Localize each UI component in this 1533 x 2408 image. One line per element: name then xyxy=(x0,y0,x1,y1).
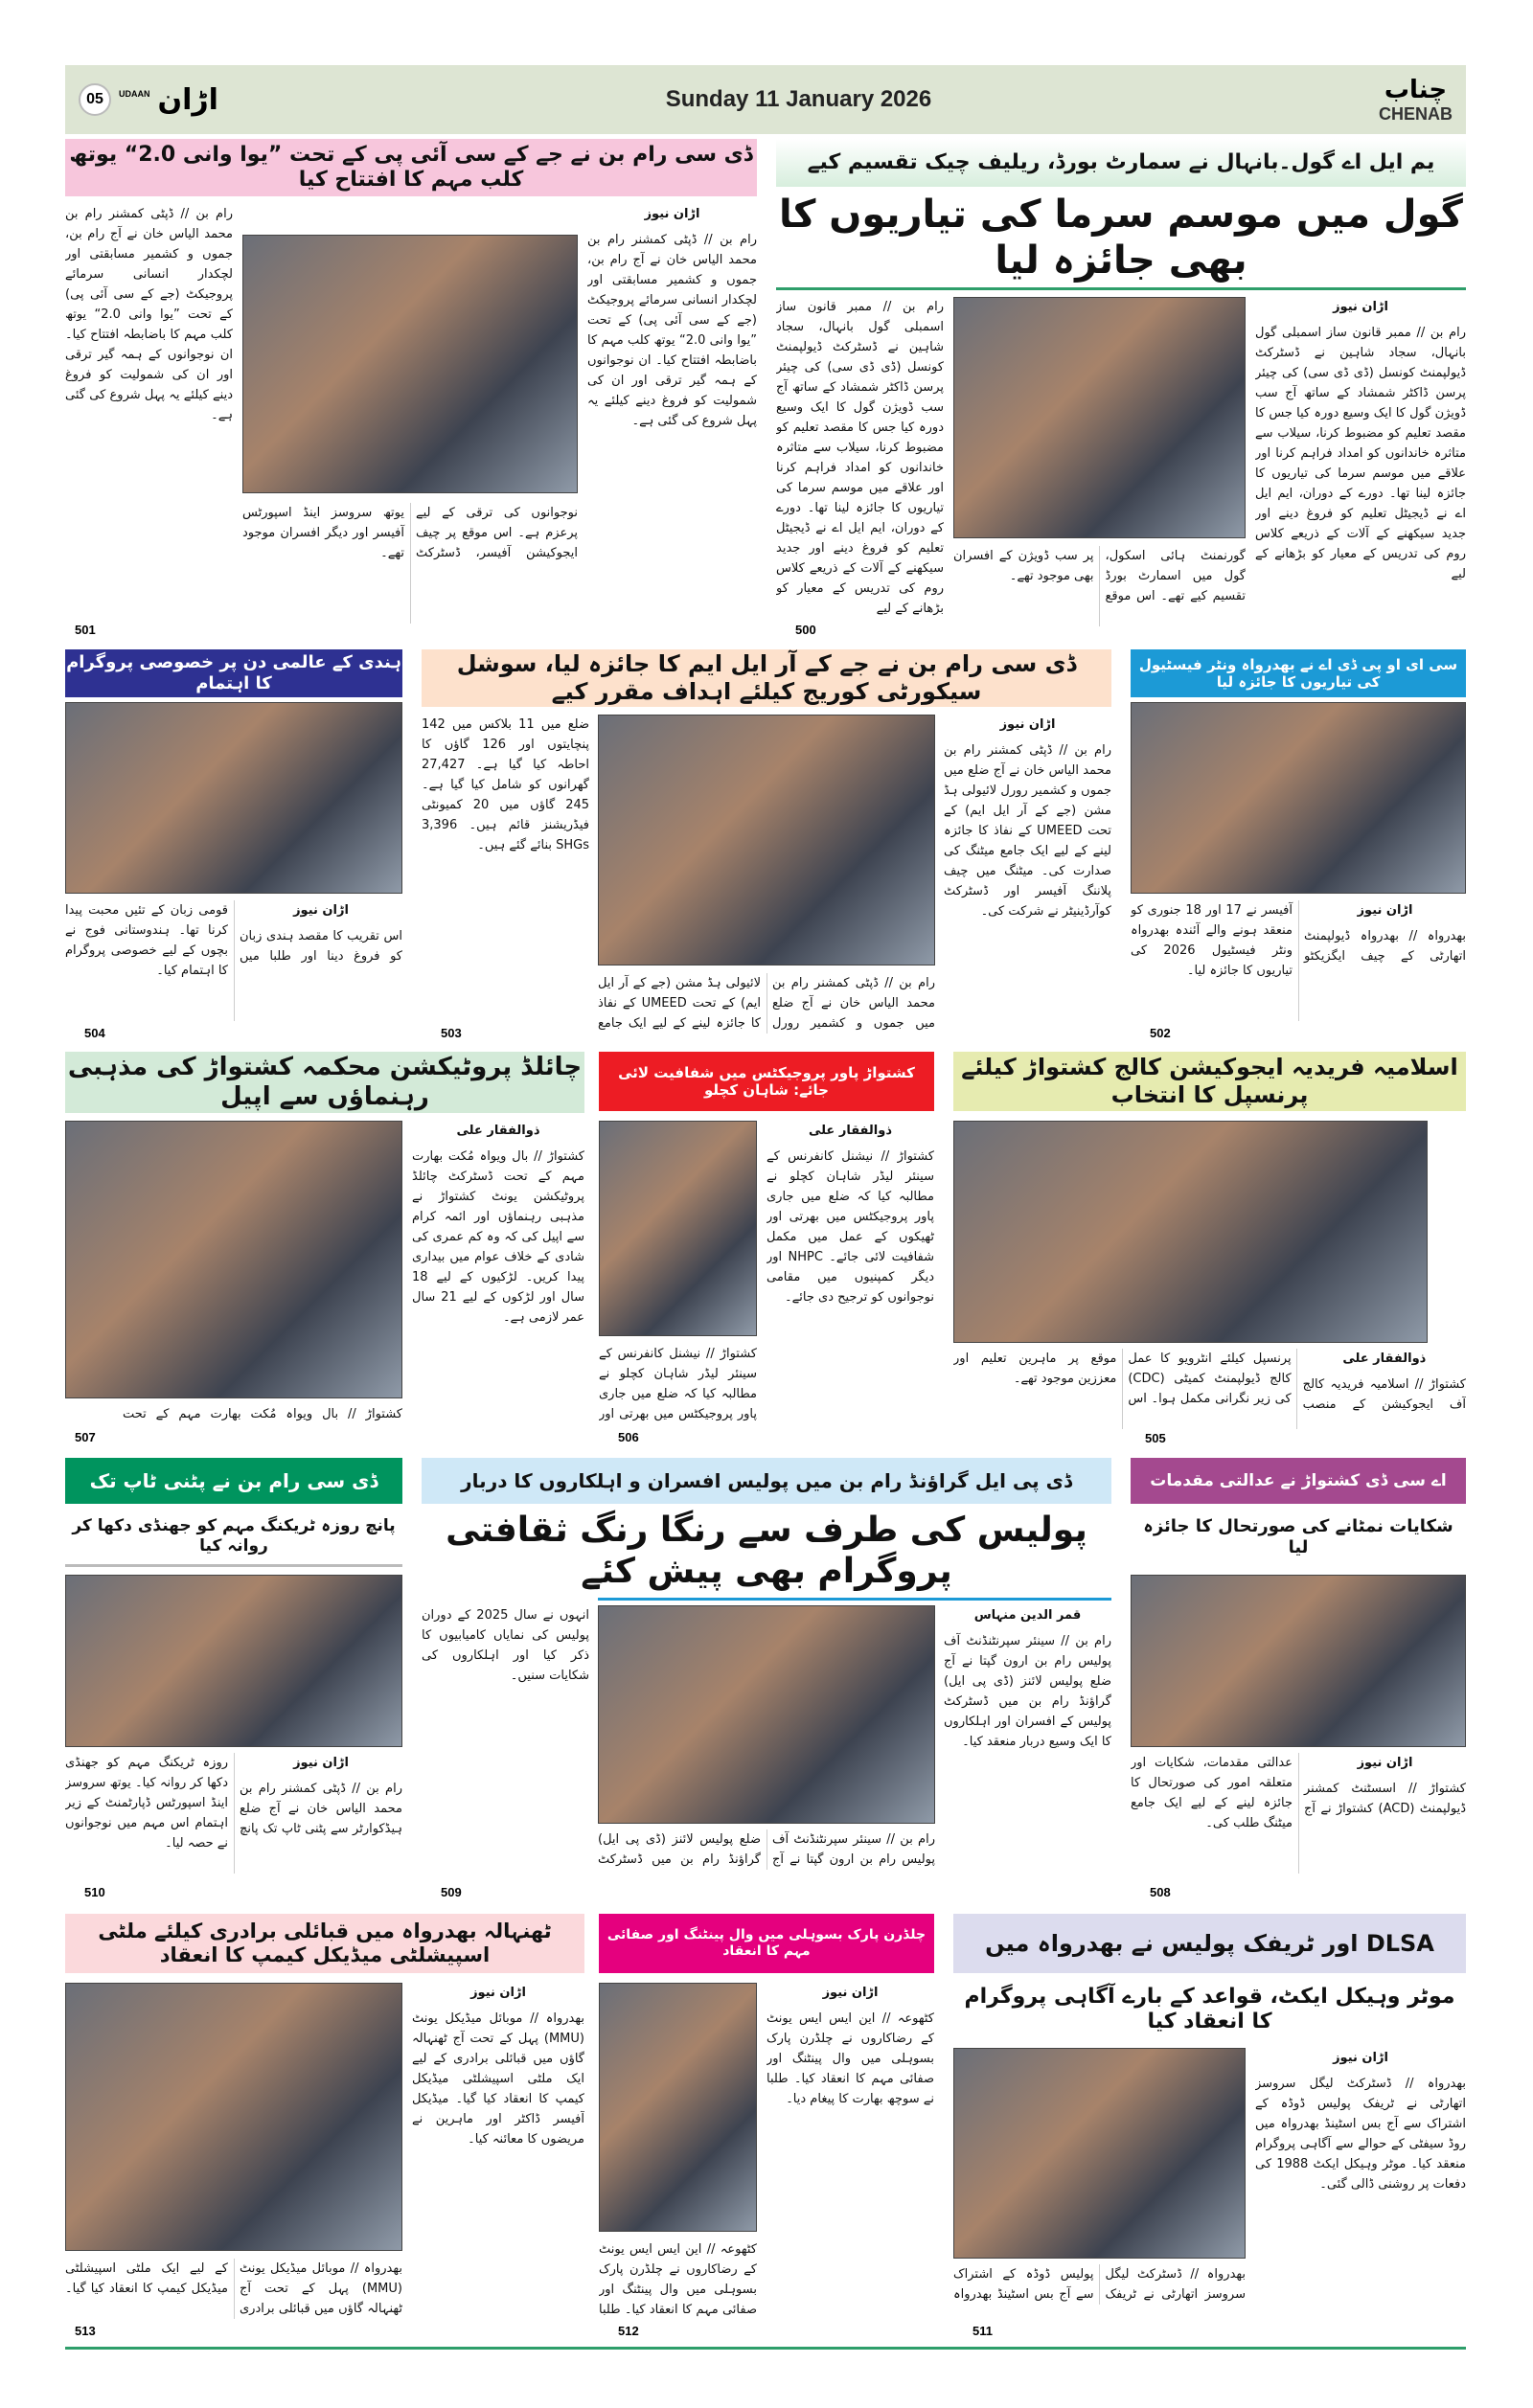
article-body xyxy=(587,204,757,616)
article-body-left: کٹھوعہ // این ایس ایس یونٹ کے رضاکاروں نے چلڈرن پارک بسوہلی میں وال پینٹنگ اور صفائی مہم کا انعقاد کیا۔ طلبا xyxy=(599,2242,757,2317)
headline: ٹھنہالہ بھدرواہ میں قبائلی برادری کیلئے ملٹی اسپیشلٹی میڈیکل کیمپ کا انعقاد xyxy=(65,1914,584,1973)
article-body-left: انہوں نے سال 2025 کے دوران پولیس کی نمایاں کامیابیوں کا ذکر کیا اور اہلکاروں کی شکایات سنیں۔ xyxy=(422,1608,589,1683)
news-photo xyxy=(65,702,402,894)
dateline: اڑان نیوز xyxy=(1333,2051,1388,2065)
article-body xyxy=(412,1983,584,2318)
story-code: 510 xyxy=(84,1885,105,1899)
body-text: بھدرواہ // بھدرواہ ڈیولپمنٹ اتھارٹی کے چیف ایگزیکٹو آفیسر نے 17 اور 18 جنوری کو منعقد ہونے والے آئندہ بھدرواہ ونٹر فیسٹیول 2026 کی تیاریوں کا جائزہ لیا۔ xyxy=(1131,903,1466,978)
dateline: ذوالفقار علی xyxy=(1342,1352,1427,1366)
headline: ڈی پی ایل گراؤنڈ رام بن میں پولیس افسران و اہلکاروں کا دربار xyxy=(422,1458,1111,1504)
body-text: کٹھوعہ // این ایس ایس یونٹ کے رضاکاروں نے چلڈرن پارک بسوہلی میں وال پینٹنگ اور صفائی مہم کا انعقاد کیا۔ طلبا نے سوچھ بھارت کا پیغام دیا۔ xyxy=(766,2011,934,2106)
article-body xyxy=(944,715,1111,1026)
article-body-continued: رام بن // ڈپٹی کمشنر رام بن محمد الیاس خان نے آج ضلع میں جموں و کشمیر رورل لائیولی ہڈ مشن (جے کے آر ایل ایم) کے تحت UMEED کے نفاذ کا جائزہ لینے کے لیے ایک جامع xyxy=(598,976,935,1031)
article-body-continued: گورنمنٹ ہائی اسکول، گول میں اسمارٹ بورڈ تقسیم کیے تھے۔ اس موقع پر سب ڈویژن کے افسران بھی موجود تھے۔ xyxy=(953,549,1246,603)
story-road-safety xyxy=(953,1914,1466,2340)
article-body-left: رام بن // ڈپٹی کمشنر رام بن محمد الیاس خان نے آج رام بن، جموں و کشمیر مسابقتی اور لچکدار انسانی سرمائے پروجیکٹ (جے کے سی آئی پی) کے تحت ”یوا وانی 2.0“ یوتھ کلب مہم کا باضابطہ افتتاح کیا۔ ان نوجوانوں کے ہمہ گیر ترقی اور ان کی شمولیت کو فروغ دینے کیلئے یہ پہل شروع کی گئی ہے۔ xyxy=(65,207,233,422)
headline: اے سی ڈی کشتواڑ نے عدالتی مقدمات xyxy=(1131,1458,1466,1504)
story-code: 501 xyxy=(75,623,96,637)
body-text: کشتواڑ // نیشنل کانفرنس کے سینئر لیڈر شاہان کچلو نے مطالبہ کیا کہ ضلع میں جاری پاور پروجیکٹس میں بھرتی اور ٹھیکوں کے عمل میں مکمل شفافیت لائی جائے۔ NHPC اور دیگر کمپنیوں میں مقامی نوجوانوں کو ترجیح دی جائے۔ xyxy=(766,1149,934,1305)
headline: ڈی سی رام بن نے پٹنی ٹاپ تک xyxy=(65,1458,402,1504)
dateline: اڑان نیوز xyxy=(1333,300,1388,314)
article-body-continued: نوجوانوں کی ترقی کے لیے پرعزم ہے۔ اس موقع پر چیف ایجوکیشن آفیسر، ڈسٹرکٹ یوتھ سروسز اینڈ اسپورٹس آفیسر اور دیگر افسران موجود تھے۔ xyxy=(242,506,578,560)
body-text: رام بن // سینئر سپرنٹنڈنٹ آف پولیس رام بن ارون گپتا نے آج ضلع پولیس لائنز (ڈی پی ایل) گراؤنڈ رام بن میں ڈسٹرکٹ پولیس کے افسران اور اہلکاروں کا ایک وسیع دربار منعقد کیا۔ xyxy=(944,1634,1111,1749)
subheadline: موٹر وہیکل ایکٹ، قواعد کے بارے آگاہی پروگرام کا انعقاد کیا xyxy=(964,1984,1455,2033)
story-code: 502 xyxy=(1150,1026,1171,1040)
story-code: 506 xyxy=(618,1430,639,1444)
article-body xyxy=(766,1983,934,2318)
section-english: CHENAB xyxy=(1378,103,1453,124)
news-photo xyxy=(953,2048,1246,2259)
story-code: 507 xyxy=(75,1430,96,1444)
story-code: 508 xyxy=(1150,1885,1171,1899)
dateline: اڑان نیوز xyxy=(293,903,349,918)
headline: چائلڈ پروٹیکشن محکمہ کشتواڑ کی مذہبی رہنماؤں سے اپیل xyxy=(65,1052,584,1113)
page-number: 05 xyxy=(79,83,111,116)
headline: گول میں موسم سرما کی تیاریوں کا بھی جائزہ لیا xyxy=(779,193,1463,283)
article-body-left: ضلع میں 11 بلاکس میں 142 پنچایتوں اور 126 گاؤں کا احاطہ کیا گیا ہے۔ 27,427 گھرانوں کو شامل کیا گیا ہے۔ 245 گاؤں میں 20 کمیونٹی فیڈریشنز قائم ہیں۔ 3,396 SHGs بنائے گئے ہیں۔ xyxy=(422,717,589,852)
article-body xyxy=(65,900,402,1021)
story-winter-festival xyxy=(1131,649,1466,1044)
headline: اسلامیہ فریدیہ ایجوکیشن کالج کشتواڑ کیلئے پرنسپل کا انتخاب xyxy=(953,1052,1466,1111)
body-text: کشتواڑ // اسلامیہ فریدیہ کالج آف ایجوکیشن کے منصب پرنسپل کیلئے انٹرویو کا عمل کالج ڈیولپمنٹ کمیٹی (CDC) کی زیر نگرانی مکمل ہوا۔ اس موقع پر ماہرین تعلیم اور معززین موجود تھے۔ xyxy=(953,1352,1466,1412)
news-photo xyxy=(598,715,935,965)
body-text: رام بن // ڈپٹی کمشنر رام بن محمد الیاس خان نے آج ضلع ہیڈکوارٹر سے پٹنی ٹاپ تک پانچ روزہ ٹریکنگ مہم کو جھنڈی دکھا کر روانہ کیا۔ یوتھ سروسز اینڈ اسپورٹس ڈپارٹمنٹ کے زیر اہتمام اس مہم میں نوجوانوں نے حصہ لیا۔ xyxy=(65,1756,402,1851)
article-body xyxy=(65,1753,402,1874)
article-body xyxy=(1255,2048,1466,2321)
news-photo xyxy=(953,1121,1428,1343)
news-photo xyxy=(599,1121,757,1336)
news-photo xyxy=(65,1121,402,1398)
body-text: رام بن // ڈپٹی کمشنر رام بن محمد الیاس خان نے آج ضلع میں جموں و کشمیر رورل لائیولی ہڈ مشن (جے کے آر ایل ایم) کے تحت UMEED کے نفاذ کا جائزہ لینے کے لیے ایک جامع میٹنگ کی صدارت کی۔ میٹنگ میں چیف پلاننگ آفیسر اور ڈسٹرکٹ کوآرڈینیٹر نے شرکت کی۔ xyxy=(944,743,1111,919)
article-body xyxy=(1131,1753,1466,1874)
dateline: قمر الدین منہاس xyxy=(973,1608,1082,1623)
article-body xyxy=(1255,297,1466,637)
story-code: 500 xyxy=(795,623,816,637)
news-photo xyxy=(598,1605,935,1824)
body-text: بھدرواہ // موبائل میڈیکل یونٹ (MMU) پہل کے تحت آج ٹھنہالہ گاؤں میں قبائلی برادری کے لیے ایک ملٹی اسپیشلٹی میڈیکل کیمپ کا انعقاد کیا گیا۔ میڈیکل آفیسر ڈاکٹر اور ماہرین نے مریضوں کا معائنہ کیا۔ xyxy=(412,2011,584,2147)
story-hindi-day xyxy=(65,649,402,1044)
article-body xyxy=(412,1121,584,1422)
dateline: اڑان نیوز xyxy=(293,1756,349,1770)
section-urdu: چناب xyxy=(1384,75,1448,104)
story-code: 505 xyxy=(1145,1431,1166,1445)
body-text: بھدرواہ // ڈسٹرکٹ لیگل سروسز اتھارٹی نے ٹریفک پولیس ڈوڈہ کے اشتراک سے آج بس اسٹینڈ بھدرواہ میں روڈ سیفٹی کے حوالے سے آگاہی پروگرام منعقد کیا۔ موٹر وہیکل ایکٹ 1988 کی دفعات پر روشنی ڈالی گئی۔ xyxy=(1255,2077,1466,2192)
dateline: اڑان نیوز xyxy=(822,1986,879,2000)
issue-date: Sunday 11 January 2026 xyxy=(665,86,932,112)
dateline: ذوالفقار علی xyxy=(456,1124,540,1138)
story-power-projects xyxy=(599,1052,934,1446)
story-code: 503 xyxy=(441,1026,462,1040)
news-photo xyxy=(1131,702,1466,894)
body-text: اس تقریب کا مقصد ہندی زبان کو فروغ دینا اور طلبا میں قومی زبان کے تئیں محبت پیدا کرنا تھا۔ ہندوستانی فوج نے بچوں کے لیے خصوصی پروگرام کا اہتمام کیا۔ xyxy=(65,903,402,978)
footer-rule xyxy=(65,2347,1466,2350)
subheadline: یم ایل اے گول۔بانہال نے سمارٹ بورڈ، ریلیف چیک تقسیم کیے xyxy=(776,139,1466,187)
story-code: 509 xyxy=(441,1885,462,1899)
dateline: اڑان نیوز xyxy=(1357,903,1413,918)
story-child-protection xyxy=(65,1052,584,1446)
headline: ڈی سی رام بن نے جے کے آر ایل ایم کا جائزہ لیا، سوشل سیکورٹی کوریج کیلئے اہداف مقرر کیے xyxy=(422,649,1111,707)
headline: کشتواڑ پاور پروجیکٹس میں شفافیت لائی جائے: شاہان کچلو xyxy=(599,1052,934,1111)
story-court-cases xyxy=(1131,1458,1466,1903)
logo-english: UDAAN xyxy=(119,88,150,99)
news-photo xyxy=(242,235,578,493)
subheadline: پانچ روزہ ٹریکنگ مہم کو جھنڈی دکھا کر روانہ کیا xyxy=(65,1508,402,1567)
news-photo xyxy=(65,1575,402,1747)
story-jkrlm-review xyxy=(422,649,1111,1044)
news-photo xyxy=(953,297,1246,538)
article-body-continued: بھدرواہ // ڈسٹرکٹ لیگل سروسز اتھارٹی نے ٹریفک پولیس ڈوڈہ کے اشتراک سے آج بس اسٹینڈ بھدرواہ xyxy=(953,2267,1246,2302)
news-photo xyxy=(599,1983,757,2232)
story-code: 512 xyxy=(618,2324,639,2338)
article-body xyxy=(953,1349,1466,1429)
headline: ڈی سی رام بن نے جے کے سی آئی پی کے تحت ”یوا وانی 2.0“ یوتھ کلب مہم کا افتتاح کیا xyxy=(65,139,757,196)
story-gool-winter xyxy=(776,139,1466,642)
section-name xyxy=(1379,76,1453,125)
masthead xyxy=(65,65,1466,134)
story-code: 513 xyxy=(75,2324,96,2338)
article-body xyxy=(944,1605,1111,1887)
body-text: رام بن // ڈپٹی کمشنر رام بن محمد الیاس خان نے آج رام بن، جموں و کشمیر مسابقتی اور لچکدار انسانی سرمائے پروجیکٹ (جے کے سی آئی پی) کے تحت ”یوا وانی 2.0“ یوتھ کلب مہم کا باضابطہ افتتاح کیا۔ ان نوجوانوں کے ہمہ گیر ترقی اور ان کی شمولیت کو فروغ دینے کیلئے یہ پہل شروع کی گئی ہے۔ xyxy=(587,233,757,428)
news-photo xyxy=(65,1983,402,2251)
subheadline: شکایات نمٹانے کی صورتحال کا جائزہ لیا xyxy=(1143,1516,1453,1557)
article-body-continued: کشتواڑ // بال ویواہ مُکت بھارت مہم کے تحت xyxy=(123,1407,402,1421)
article-body xyxy=(766,1121,934,1422)
article-body-continued: رام بن // سینئر سپرنٹنڈنٹ آف پولیس رام بن ارون گپتا نے آج ضلع پولیس لائنز (ڈی پی ایل) گراؤنڈ رام بن میں ڈسٹرکٹ xyxy=(598,1832,935,1867)
story-wall-painting xyxy=(599,1914,934,2340)
story-police-darbar xyxy=(422,1458,1111,1903)
body-text: کشتواڑ // بال ویواہ مُکت بھارت مہم کے تحت ڈسٹرکٹ چائلڈ پروٹیکشن یونٹ کشتواڑ نے مذہبی رہنماؤں اور ائمہ کرام سے اپیل کی کہ وہ کم عمری کی شادی کے خلاف عوام میں بیداری پیدا کریں۔ لڑکیوں کے لیے 18 سال اور لڑکوں کے لیے 21 سال عمر لازمی ہے۔ xyxy=(412,1149,584,1325)
dateline: اڑان نیوز xyxy=(1357,1756,1413,1770)
divider xyxy=(598,1598,1111,1601)
article-body-left: رام بن // ممبر قانون ساز اسمبلی گول بانہال، سجاد شاہین نے ڈسٹرکٹ ڈیولپمنٹ کونسل (ڈی ڈی سی) کی چیئر پرسن ڈاکٹر شمشاد کے ساتھ آج سب ڈویژن گول کا ایک وسیع دورہ کیا جس کا مقصد تعلیم کو مضبوط کرنا، سیلاب سے متاثرہ خاندانوں کو امداد فراہم کرنا اور علاقے میں موسم سرما کی تیاریوں کا جائزہ لینا تھا۔ دورے کے دوران، ایم ایل اے نے ڈیجیٹل تعلیم کو فروغ دینے اور جدید سیکھنے کے آلات کے ذریعے کلاس روم کی تدریس کے معیار کو بڑھانے کے لیے xyxy=(776,300,944,616)
dateline: اڑان نیوز xyxy=(644,207,700,221)
headline: سی ای او پی ڈی اے نے بھدرواہ ونٹر فیسٹیول کی تیاریوں کا جائزہ لیا xyxy=(1131,649,1466,697)
masthead-left xyxy=(79,83,218,117)
story-medical-camp xyxy=(65,1914,584,2340)
body-text: رام بن // ممبر قانون ساز اسمبلی گول بانہال، سجاد شاہین نے ڈسٹرکٹ ڈیولپمنٹ کونسل (ڈی ڈی سی) کی چیئر پرسن ڈاکٹر شمشاد کے ساتھ آج سب ڈویژن گول کا ایک وسیع دورہ کیا جس کا مقصد تعلیم کو مضبوط کرنا، سیلاب سے متاثرہ خاندانوں کو امداد فراہم کرنا اور علاقے میں موسم سرما کی تیاریوں کا جائزہ لینا تھا۔ دورے کے دوران، ایم ایل اے نے ڈیجیٹل تعلیم کو فروغ دینے اور جدید سیکھنے کے آلات کے ذریعے کلاس روم کی تدریس کے معیار کو بڑھانے کے لیے xyxy=(1255,326,1466,581)
headline: ہندی کے عالمی دن پر خصوصی پروگرام کا اہتمام xyxy=(65,649,402,697)
article-body xyxy=(1131,900,1466,1021)
story-trekking xyxy=(65,1458,402,1903)
story-code: 511 xyxy=(972,2324,993,2338)
dateline: اڑان نیوز xyxy=(470,1986,526,2000)
subheadline: پولیس کی طرف سے رنگا رنگ ثقافتی پروگرام بھی پیش کئے xyxy=(446,1510,1087,1591)
story-code: 504 xyxy=(84,1026,105,1040)
article-body-continued: بھدرواہ // موبائل میڈیکل یونٹ (MMU) پہل کے تحت آج ٹھنہالہ گاؤں میں قبائلی برادری کے لیے ایک ملٹی اسپیشلٹی میڈیکل کیمپ کا انعقاد کیا گیا۔ xyxy=(65,2261,402,2316)
story-youth-club xyxy=(65,139,757,642)
headline: DLSA اور ٹریفک پولیس نے بھدرواہ میں xyxy=(953,1914,1466,1973)
dateline: اڑان نیوز xyxy=(999,717,1056,732)
headline: چلڈرن پارک بسوہلی میں وال پینٹنگ اور صفائی مہم کا انعقاد xyxy=(599,1914,934,1973)
news-photo xyxy=(1131,1575,1466,1747)
divider xyxy=(776,287,1466,290)
logo-urdu: اڑان xyxy=(157,82,218,117)
dateline: ذوالفقار علی xyxy=(808,1124,893,1138)
story-principal-selection xyxy=(953,1052,1466,1446)
article-body-left: کشتواڑ // نیشنل کانفرنس کے سینئر لیڈر شاہان کچلو نے مطالبہ کیا کہ ضلع میں جاری پاور پروجیکٹس میں بھرتی اور xyxy=(599,1347,757,1421)
body-text: کشتواڑ // اسسٹنٹ کمشنر ڈیولپمنٹ (ACD) کشتواڑ نے آج عدالتی مقدمات، شکایات اور متعلقہ امور کی صورتحال کا جائزہ لینے کے لیے ایک جامع میٹنگ طلب کی۔ xyxy=(1131,1756,1466,1830)
